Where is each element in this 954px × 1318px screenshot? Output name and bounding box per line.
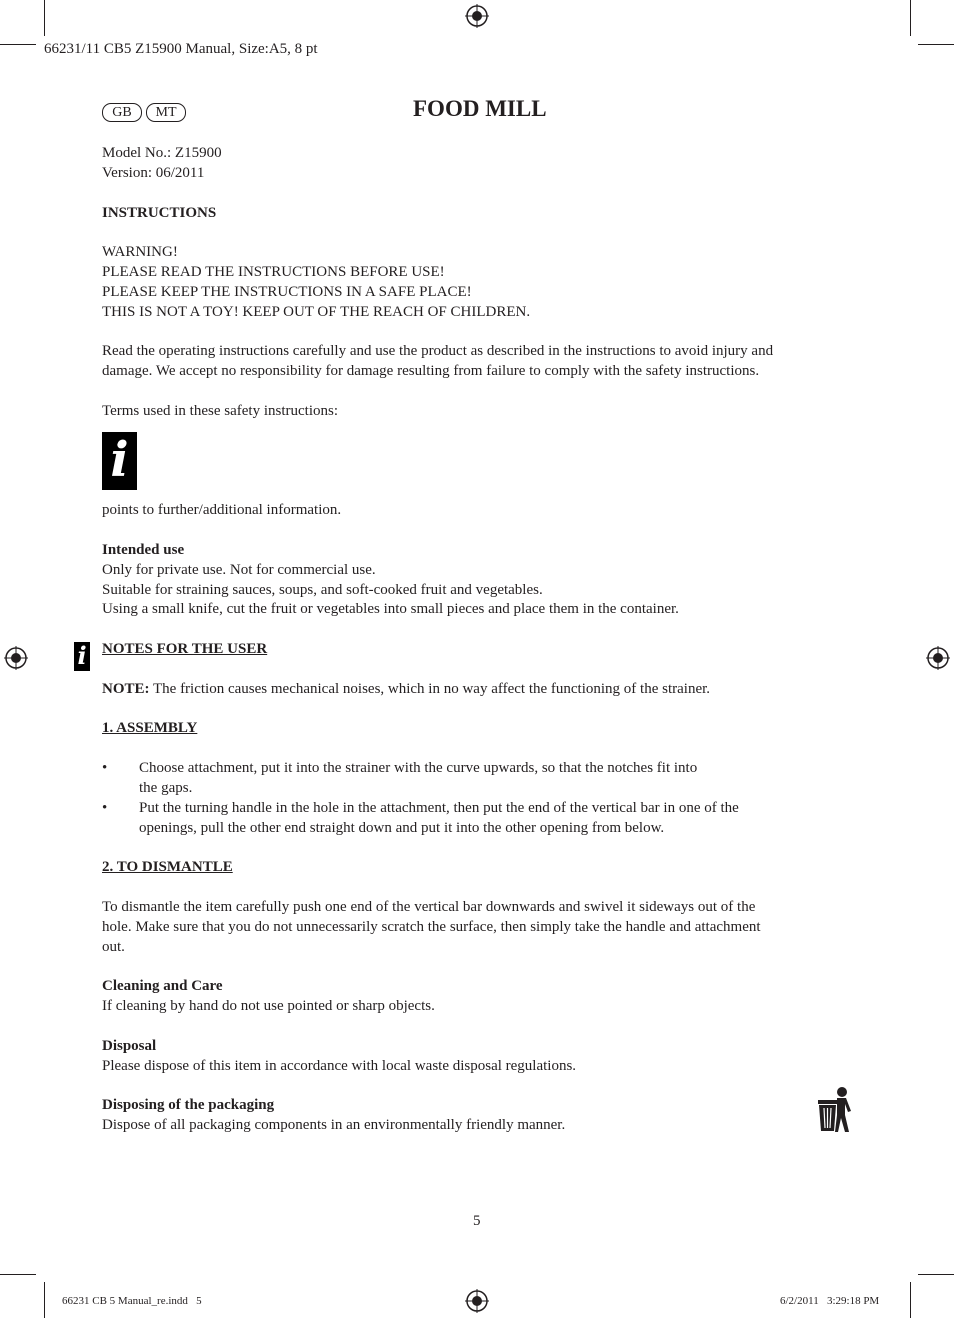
disposal-text: Please dispose of this item in accordance with local waste disposal regulations. <box>102 1058 577 1074</box>
crop-mark <box>910 1282 911 1318</box>
info-icon-glyph: i <box>77 641 87 670</box>
version: Version: 06/2011 <box>102 165 205 181</box>
dismantle-line: To dismantle the item carefully push one end of the vertical bar downwards and swivel it sideways out of the <box>102 899 756 915</box>
assembly-bullet-line: openings, pull the other end straight down and put it into the other opening from below. <box>139 820 665 836</box>
crop-mark <box>0 44 36 45</box>
footer-file-name: 66231 CB 5 Manual_re.indd 5 <box>62 1295 202 1307</box>
assembly-bullet-line: the gaps. <box>139 780 193 796</box>
page-title: FOOD MILL <box>413 96 547 121</box>
crossed-out-wheelie-bin-icon <box>815 1085 855 1135</box>
info-description: points to further/additional information. <box>102 502 342 518</box>
info-icon <box>102 432 137 490</box>
instructions-heading: INSTRUCTIONS <box>102 205 217 221</box>
warning-line: THIS IS NOT A TOY! KEEP OUT OF THE REACH OF CHILDREN. <box>102 304 531 320</box>
crop-mark <box>44 1282 45 1318</box>
page-number: 5 <box>473 1213 481 1229</box>
warning-line: PLEASE READ THE INSTRUCTIONS BEFORE USE! <box>102 264 445 280</box>
intended-use-line: Using a small knife, cut the fruit or vegetables into small pieces and place them in the container. <box>102 601 679 617</box>
crop-mark <box>918 1274 954 1275</box>
registration-mark-icon <box>465 4 489 28</box>
intended-use-heading: Intended use <box>102 542 185 558</box>
bullet-marker: • <box>102 800 108 816</box>
cleaning-heading: Cleaning and Care <box>102 978 223 994</box>
assembly-bullet-line: Choose attachment, put it into the strainer with the curve upwards, so that the notches fit into <box>139 760 698 776</box>
registration-mark-icon <box>926 646 950 670</box>
note-paragraph <box>102 679 710 699</box>
note-text: The friction causes mechanical noises, which in no way affect the functioning of the strainer. <box>149 681 711 697</box>
terms-label: Terms used in these safety instructions: <box>102 403 338 419</box>
assembly-bullet-line: Put the turning handle in the hole in the attachment, then put the end of the vertical bar in one of the <box>139 800 739 816</box>
info-icon <box>74 642 90 671</box>
intro-line: Read the operating instructions carefully and use the product as described in the instructions to avoid injury and <box>102 343 774 359</box>
info-icon-glyph: i <box>110 432 129 488</box>
bullet-marker: • <box>102 760 108 776</box>
language-badge-mt: MT <box>146 103 186 122</box>
crop-mark <box>44 0 45 36</box>
packaging-heading: Disposing of the packaging <box>102 1097 275 1113</box>
dismantle-line: hole. Make sure that you do not unnecessarily scratch the surface, then simply take the handle and attachment <box>102 919 761 935</box>
registration-mark-icon <box>4 646 28 670</box>
footer-timestamp: 6/2/2011 3:29:18 PM <box>780 1295 880 1307</box>
intended-use-line: Suitable for straining sauces, soups, and soft-cooked fruit and vegetables. <box>102 582 543 598</box>
dismantle-line: out. <box>102 939 125 955</box>
warning-line: PLEASE KEEP THE INSTRUCTIONS IN A SAFE PLACE! <box>102 284 472 300</box>
warning-line: WARNING! <box>102 244 178 260</box>
assembly-heading: 1. ASSEMBLY <box>102 720 198 736</box>
crop-mark <box>918 44 954 45</box>
registration-mark-icon <box>465 1289 489 1313</box>
intro-line: damage. We accept no responsibility for damage resulting from failure to comply with the safety instructions. <box>102 363 760 379</box>
crop-mark <box>910 0 911 36</box>
disposal-heading: Disposal <box>102 1038 157 1054</box>
language-badge-gb: GB <box>102 103 142 122</box>
job-slug-line: 66231/11 CB5 Z15900 Manual, Size:A5, 8 pt <box>44 41 318 57</box>
note-label: NOTE: <box>102 681 150 697</box>
model-number: Model No.: Z15900 <box>102 145 222 161</box>
notes-heading: NOTES FOR THE USER <box>102 641 268 657</box>
crop-mark <box>0 1274 36 1275</box>
packaging-text: Dispose of all packaging components in an environmentally friendly manner. <box>102 1117 566 1133</box>
cleaning-text: If cleaning by hand do not use pointed or sharp objects. <box>102 998 435 1014</box>
intended-use-line: Only for private use. Not for commercial use. <box>102 562 376 578</box>
dismantle-heading: 2. TO DISMANTLE <box>102 859 233 875</box>
